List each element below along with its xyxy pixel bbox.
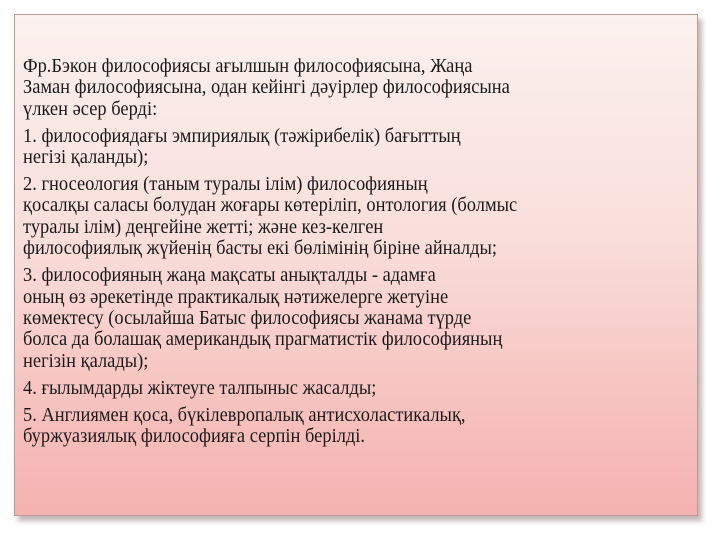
slide-panel [14,14,698,516]
list-item-3: 3. философияның жаңа мақсаты анықталды - адамға оның өз әрекетінде практикалық нәтижелерге жетуіне көмектесу (осылайша Батыс философиясы жанама түрде болса да болашақ американдық прагматистік философияның негізін қалады); [23,264,503,372]
intro-paragraph: Фр.Бэкон философиясы ағылшын философиясына, Жаңа Заман философиясына, одан кейінгі дәуірлер философиясына үлкен әсер берді: [23,55,510,120]
slide-text-block [23,56,687,453]
list-item-2: 2. гносеология (таным туралы ілім) философияның қосалқы саласы болудан жоғары көтеріліп, онтология (болмыс туралы ілім) деңгейіне жетті; және кез-келген философиялық жүйенің басты екі бөлімінің біріне айналды; [23,173,518,260]
list-item-4: 4. ғылымдарды жіктеуге талпыныс жасалды; [23,376,377,399]
list-item-1: 1. философиядағы эмпириялық (тәжірибелік) бағыттың негізі қаланды); [23,124,461,169]
list-item-5: 5. Англиямен қоса, бүкілевропалық антисхоластикалық, буржуазиялық философияға серпін берілді. [23,403,466,447]
